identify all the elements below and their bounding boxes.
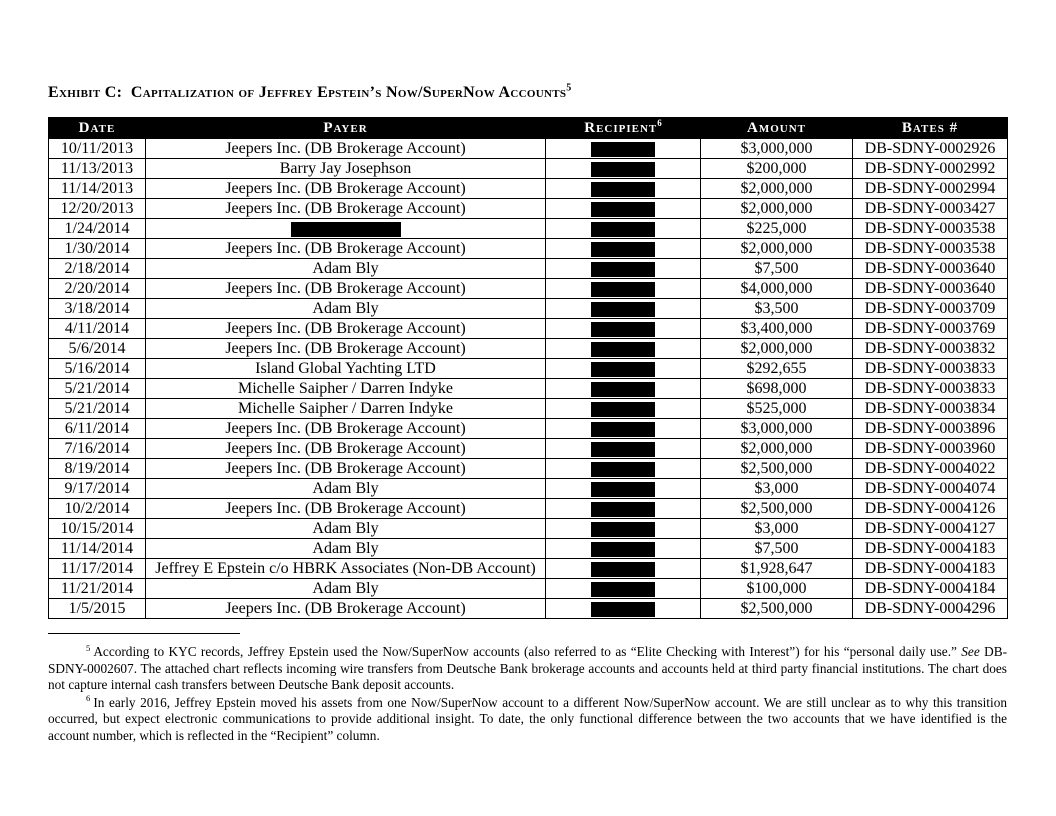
- cell-amount: $225,000: [701, 219, 853, 239]
- capitalization-table: [48, 117, 1008, 619]
- table-row: [49, 199, 1008, 219]
- cell-bates: DB-SDNY-0004074: [853, 479, 1008, 499]
- table-row: [49, 539, 1008, 559]
- cell-amount: $2,500,000: [701, 499, 853, 519]
- table-row: [49, 599, 1008, 619]
- cell-bates: DB-SDNY-0003960: [853, 439, 1008, 459]
- footnote-5-citation: See: [961, 644, 980, 659]
- cell-payer: Island Global Yachting LTD: [146, 359, 546, 379]
- cell-recipient: [546, 319, 701, 339]
- cell-recipient: [546, 539, 701, 559]
- cell-date: 11/21/2014: [49, 579, 146, 599]
- cell-recipient: [546, 259, 701, 279]
- cell-bates: DB-SDNY-0003832: [853, 339, 1008, 359]
- cell-amount: $3,000: [701, 519, 853, 539]
- table-row: [49, 499, 1008, 519]
- cell-date: 7/16/2014: [49, 439, 146, 459]
- table-row: [49, 239, 1008, 259]
- cell-recipient: [546, 199, 701, 219]
- footnote-separator: [48, 633, 240, 634]
- cell-date: 5/16/2014: [49, 359, 146, 379]
- footnote-5-text: According to KYC records, Jeffrey Epstein used the Now/SuperNow accounts (also referred to as “Elite Checking with Interest”) for his “personal daily use.”: [93, 644, 962, 659]
- table-row: [49, 559, 1008, 579]
- cell-amount: $3,000: [701, 479, 853, 499]
- cell-bates: DB-SDNY-0004183: [853, 539, 1008, 559]
- cell-bates: DB-SDNY-0003538: [853, 239, 1008, 259]
- cell-recipient: [546, 499, 701, 519]
- cell-recipient: [546, 339, 701, 359]
- table-row: [49, 319, 1008, 339]
- cell-recipient: [546, 179, 701, 199]
- cell-amount: $7,500: [701, 259, 853, 279]
- cell-bates: DB-SDNY-0002926: [853, 139, 1008, 159]
- cell-recipient: [546, 159, 701, 179]
- cell-bates: DB-SDNY-0003833: [853, 359, 1008, 379]
- cell-payer: Michelle Saipher / Darren Indyke: [146, 399, 546, 419]
- redaction-box: [591, 182, 655, 197]
- redaction-box: [591, 262, 655, 277]
- table-row: [49, 519, 1008, 539]
- cell-recipient: [546, 359, 701, 379]
- footnote-6: [48, 695, 1007, 745]
- cell-bates: DB-SDNY-0003640: [853, 279, 1008, 299]
- cell-recipient: [546, 579, 701, 599]
- cell-date: 11/14/2014: [49, 539, 146, 559]
- footnotes-section: [48, 644, 1007, 745]
- cell-date: 5/21/2014: [49, 399, 146, 419]
- cell-recipient: [546, 419, 701, 439]
- cell-payer: Jeffrey E Epstein c/o HBRK Associates (Non-DB Account): [146, 559, 546, 579]
- cell-amount: $2,000,000: [701, 439, 853, 459]
- cell-recipient: [546, 599, 701, 619]
- cell-amount: $2,500,000: [701, 599, 853, 619]
- table-row: [49, 419, 1008, 439]
- redaction-box: [591, 542, 655, 557]
- cell-date: 9/17/2014: [49, 479, 146, 499]
- cell-date: 6/11/2014: [49, 419, 146, 439]
- table-row: [49, 359, 1008, 379]
- cell-amount: $7,500: [701, 539, 853, 559]
- cell-bates: DB-SDNY-0004127: [853, 519, 1008, 539]
- redaction-box: [591, 582, 655, 597]
- cell-amount: $698,000: [701, 379, 853, 399]
- cell-payer: Adam Bly: [146, 259, 546, 279]
- cell-recipient: [546, 239, 701, 259]
- cell-recipient: [546, 559, 701, 579]
- cell-amount: $2,000,000: [701, 239, 853, 259]
- document-content: [48, 84, 1007, 746]
- cell-recipient: [546, 479, 701, 499]
- redaction-box: [591, 242, 655, 257]
- cell-date: 1/5/2015: [49, 599, 146, 619]
- cell-payer: Adam Bly: [146, 299, 546, 319]
- recipient-footnote-ref: 6: [657, 118, 662, 128]
- table-row: [49, 159, 1008, 179]
- cell-amount: $3,000,000: [701, 139, 853, 159]
- table-row: [49, 179, 1008, 199]
- redaction-box: [591, 482, 655, 497]
- redaction-box: [591, 382, 655, 397]
- page-title: [48, 84, 1007, 102]
- table-row: [49, 339, 1008, 359]
- col-header-bates: Bates #: [853, 118, 1008, 139]
- cell-payer: Jeepers Inc. (DB Brokerage Account): [146, 499, 546, 519]
- cell-payer: Jeepers Inc. (DB Brokerage Account): [146, 199, 546, 219]
- cell-date: 5/21/2014: [49, 379, 146, 399]
- table-row: [49, 299, 1008, 319]
- footnote-5-text-continued: DB-SDNY-0002607. The attached chart reflects incoming wire transfers from Deutsche Bank brokerage accounts and accounts held at third party financial institutions. The chart does not capture internal cash transfers between Deutsche Bank deposit accounts.: [48, 644, 1007, 693]
- cell-payer: Jeepers Inc. (DB Brokerage Account): [146, 279, 546, 299]
- table-row: [49, 479, 1008, 499]
- cell-date: 4/11/2014: [49, 319, 146, 339]
- cell-bates: DB-SDNY-0003538: [853, 219, 1008, 239]
- cell-amount: $3,500: [701, 299, 853, 319]
- table-row: [49, 579, 1008, 599]
- cell-amount: $100,000: [701, 579, 853, 599]
- redaction-box: [591, 342, 655, 357]
- redaction-box: [591, 162, 655, 177]
- cell-recipient: [546, 279, 701, 299]
- cell-recipient: [546, 459, 701, 479]
- cell-payer: [146, 219, 546, 239]
- cell-date: 11/13/2013: [49, 159, 146, 179]
- cell-bates: DB-SDNY-0002994: [853, 179, 1008, 199]
- cell-date: 2/18/2014: [49, 259, 146, 279]
- cell-payer: Jeepers Inc. (DB Brokerage Account): [146, 179, 546, 199]
- cell-bates: DB-SDNY-0003640: [853, 259, 1008, 279]
- table-row: [49, 459, 1008, 479]
- cell-amount: $525,000: [701, 399, 853, 419]
- cell-payer: Jeepers Inc. (DB Brokerage Account): [146, 599, 546, 619]
- cell-bates: DB-SDNY-0003709: [853, 299, 1008, 319]
- cell-date: 10/2/2014: [49, 499, 146, 519]
- col-header-amount: Amount: [701, 118, 853, 139]
- cell-bates: DB-SDNY-0003896: [853, 419, 1008, 439]
- col-header-date: Date: [49, 118, 146, 139]
- cell-payer: Adam Bly: [146, 579, 546, 599]
- redaction-box: [591, 282, 655, 297]
- redaction-box: [591, 422, 655, 437]
- redaction-box: [591, 522, 655, 537]
- cell-date: 1/24/2014: [49, 219, 146, 239]
- title-footnote-ref: 5: [566, 82, 572, 94]
- cell-recipient: [546, 519, 701, 539]
- redaction-box: [591, 362, 655, 377]
- redaction-box: [591, 222, 655, 237]
- table-row: [49, 139, 1008, 159]
- cell-date: 5/6/2014: [49, 339, 146, 359]
- cell-amount: $1,928,647: [701, 559, 853, 579]
- cell-bates: DB-SDNY-0004126: [853, 499, 1008, 519]
- cell-recipient: [546, 139, 701, 159]
- cell-payer: Jeepers Inc. (DB Brokerage Account): [146, 139, 546, 159]
- cell-date: 10/15/2014: [49, 519, 146, 539]
- cell-payer: Barry Jay Josephson: [146, 159, 546, 179]
- cell-bates: DB-SDNY-0004022: [853, 459, 1008, 479]
- cell-bates: DB-SDNY-0002992: [853, 159, 1008, 179]
- table-row: [49, 279, 1008, 299]
- table-header-row: [49, 118, 1008, 139]
- redaction-box: [591, 462, 655, 477]
- cell-payer: Jeepers Inc. (DB Brokerage Account): [146, 459, 546, 479]
- cell-amount: $2,000,000: [701, 339, 853, 359]
- cell-bates: DB-SDNY-0004296: [853, 599, 1008, 619]
- redaction-box: [591, 402, 655, 417]
- cell-date: 1/30/2014: [49, 239, 146, 259]
- cell-recipient: [546, 379, 701, 399]
- cell-amount: $3,400,000: [701, 319, 853, 339]
- redaction-box: [591, 322, 655, 337]
- cell-date: 11/14/2013: [49, 179, 146, 199]
- table-row: [49, 379, 1008, 399]
- redaction-box: [291, 222, 401, 237]
- redaction-box: [591, 442, 655, 457]
- cell-payer: Jeepers Inc. (DB Brokerage Account): [146, 419, 546, 439]
- cell-bates: DB-SDNY-0004184: [853, 579, 1008, 599]
- cell-date: 3/18/2014: [49, 299, 146, 319]
- cell-amount: $2,000,000: [701, 199, 853, 219]
- redaction-box: [591, 502, 655, 517]
- col-header-payer: Payer: [146, 118, 546, 139]
- redaction-box: [591, 202, 655, 217]
- cell-amount: $200,000: [701, 159, 853, 179]
- cell-bates: DB-SDNY-0003833: [853, 379, 1008, 399]
- cell-bates: DB-SDNY-0004183: [853, 559, 1008, 579]
- footnote-6-text: In early 2016, Jeffrey Epstein moved his assets from one Now/SuperNow account to a different Now/SuperNow account. We are still unclear as to why this transition occurred, but expect electronic communications to provide additional insight. To date, the only functional difference between the two accounts that we have identified is the account number, which is reflected in the “Recipient” column.: [48, 694, 1007, 743]
- redaction-box: [591, 602, 655, 617]
- cell-amount: $292,655: [701, 359, 853, 379]
- table-row: [49, 399, 1008, 419]
- cell-payer: Jeepers Inc. (DB Brokerage Account): [146, 439, 546, 459]
- table-row: [49, 259, 1008, 279]
- redaction-box: [591, 302, 655, 317]
- cell-recipient: [546, 399, 701, 419]
- cell-recipient: [546, 299, 701, 319]
- cell-date: 12/20/2013: [49, 199, 146, 219]
- cell-bates: DB-SDNY-0003834: [853, 399, 1008, 419]
- cell-payer: Adam Bly: [146, 539, 546, 559]
- cell-amount: $2,500,000: [701, 459, 853, 479]
- footnote-5-number: 5: [86, 642, 91, 653]
- cell-payer: Michelle Saipher / Darren Indyke: [146, 379, 546, 399]
- cell-bates: DB-SDNY-0003769: [853, 319, 1008, 339]
- cell-amount: $4,000,000: [701, 279, 853, 299]
- cell-date: 11/17/2014: [49, 559, 146, 579]
- redaction-box: [591, 562, 655, 577]
- cell-date: 8/19/2014: [49, 459, 146, 479]
- cell-amount: $2,000,000: [701, 179, 853, 199]
- cell-amount: $3,000,000: [701, 419, 853, 439]
- footnote-5: [48, 644, 1007, 694]
- cell-date: 10/11/2013: [49, 139, 146, 159]
- cell-payer: Adam Bly: [146, 479, 546, 499]
- redaction-box: [591, 142, 655, 157]
- footnote-6-number: 6: [86, 693, 91, 704]
- cell-payer: Jeepers Inc. (DB Brokerage Account): [146, 339, 546, 359]
- table-row: [49, 219, 1008, 239]
- cell-bates: DB-SDNY-0003427: [853, 199, 1008, 219]
- table-row: [49, 439, 1008, 459]
- table-body: [49, 139, 1008, 619]
- cell-payer: Jeepers Inc. (DB Brokerage Account): [146, 319, 546, 339]
- col-header-recipient: Recipient$^6$: [546, 118, 701, 139]
- cell-recipient: [546, 219, 701, 239]
- cell-payer: Adam Bly: [146, 519, 546, 539]
- cell-date: 2/20/2014: [49, 279, 146, 299]
- page-title-text: Exhibit C: Capitalization of Jeffrey Epstein’s Now/SuperNow Accounts: [48, 84, 567, 101]
- cell-recipient: [546, 439, 701, 459]
- cell-payer: Jeepers Inc. (DB Brokerage Account): [146, 239, 546, 259]
